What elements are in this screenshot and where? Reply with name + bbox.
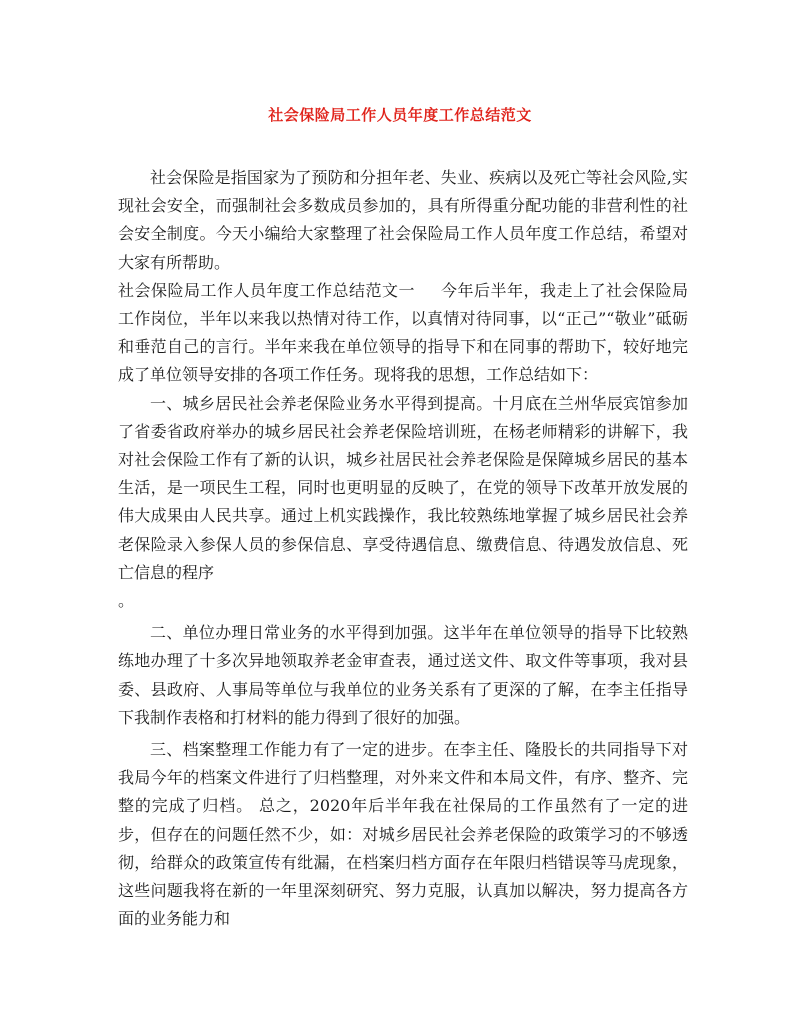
point-2-paragraph: 二、单位办理日常业务的水平得到加强。这半年在单位领导的指导下比较熟练地办理了十多次异地领取养老金审查表，通过送文件、取文件等事项，我对县委、县政府、人事局等单位与我单位的业务关系有了更深的了解，在李主任指导下我制作表格和打材料的能力得到了很好的加强。: [118, 623, 688, 727]
document-title: 社会保险局工作人员年度工作总结范文: [268, 106, 532, 124]
section-paragraph: [118, 277, 688, 390]
document-body: [118, 164, 688, 933]
section-intro: 今年后半年，我走上了社会保险局工作岗位，半年以来我以热情对待工作，以真情对待同事，以“正己”“敬业”砥砺和垂范自己的言行。半年来我在单位领导的指导下和在同事的帮助下，较好地完成了单位领导安排的各项工作任务。现将我的思想，工作总结如下：: [118, 280, 688, 385]
section-heading: 社会保险局工作人员年度工作总结范文一: [118, 280, 415, 300]
point-3-paragraph: 三、档案整理工作能力有了一定的进步。在李主任、隆股长的共同指导下对我局今年的档案文件进行了归档整理，对外来文件和本局文件，有序、整齐、完整的完成了归档。 总之，2020年后半年我在社保局的工作虽然有了一定的进步，但存在的问题任然不少，如：对城乡居民社会养老保险的政策学习的不够透彻，给群众的政策宣传有纰漏，在档案归档方面存在年限归档错误等马虎现象，这些问题我将在新的一年里深刻研究、努力克服，认真加以解决，努力提高各方面的业务能力和: [118, 740, 688, 929]
point-1-end: 。: [118, 591, 135, 611]
intro-paragraph: 社会保险是指国家为了预防和分担年老、失业、疾病以及死亡等社会风险,实现社会安全，而强制社会多数成员参加的，具有所得重分配功能的非营利性的社会安全制度。今天小编给大家整理了社会保险局工作人员年度工作总结，希望对大家有所帮助。: [118, 168, 688, 272]
point-1-paragraph: 一、城乡居民社会养老保险业务水平得到提高。十月底在兰州华辰宾馆参加了省委省政府举办的城乡居民社会养老保险培训班，在杨老师精彩的讲解下，我对社会保险工作有了新的认识，城乡社居民社会养老保险是保障城乡居民的基本生活，是一项民生工程，同时也更明显的反映了，在党的领导下改革开放发展的伟大成果由人民共享。通过上机实践操作，我比较熟练地掌握了城乡居民社会养老保险录入参保人员的参保信息、享受待遇信息、缴费信息、待遇发放信息、死亡信息的程序: [118, 393, 688, 582]
